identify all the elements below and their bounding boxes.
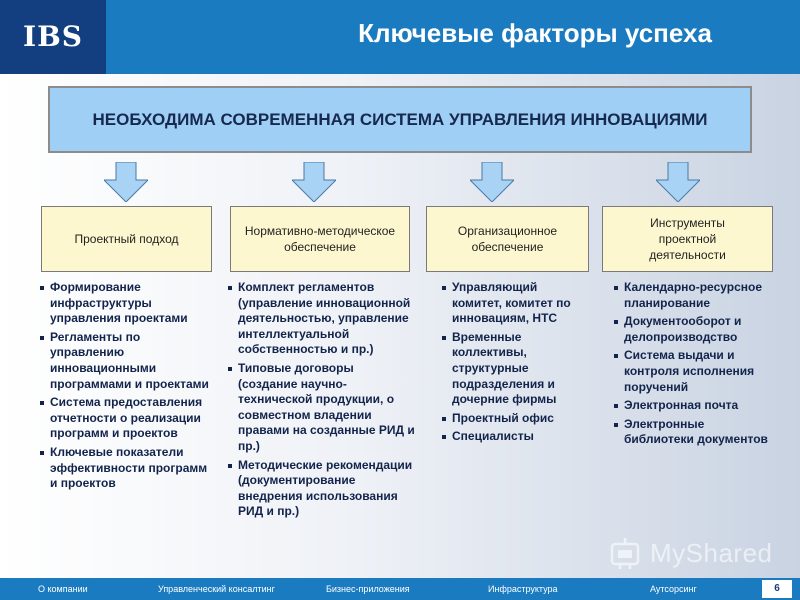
list-item: Методические рекомендации (документирование внедрения использования РИД и пр.) <box>226 458 416 520</box>
ibs-logo: IBS <box>23 20 83 53</box>
down-arrow-icon <box>656 162 700 202</box>
list-item: Система предоставления отчетности о реализации программ и проектов <box>38 395 216 442</box>
page-number: 6 <box>762 580 792 598</box>
list-item: Типовые договоры (создание научно-технической продукции, о совместном владении правами на созданные РИД и пр.) <box>226 361 416 455</box>
page-title: Ключевые факторы успеха <box>358 18 712 48</box>
list-item: Проектный офис <box>440 411 582 427</box>
list-item: Регламенты по управлению инновационными программами и проектами <box>38 330 216 392</box>
banner-text: НЕОБХОДИМА СОВРЕМЕННАЯ СИСТЕМА УПРАВЛЕНИЯ ИННОВАЦИЯМИ <box>92 109 708 129</box>
bullet-list-organizational-support <box>440 280 582 448</box>
heading-box-project-tools <box>602 206 773 272</box>
heading-box-project-approach <box>41 206 212 272</box>
heading-label: Нормативно-методическое обеспечение <box>244 224 396 254</box>
down-arrow-icon <box>470 162 514 202</box>
list-item: Управляющий комитет, комитет по инновациям, НТС <box>440 280 582 327</box>
heading-box-normative-support <box>230 206 410 272</box>
footer-link-consulting[interactable]: Управленческий консалтинг <box>158 584 275 594</box>
footer-link-business-apps[interactable]: Бизнес-приложения <box>326 584 410 594</box>
list-item: Электронная почта <box>612 398 772 414</box>
logo-box <box>0 0 106 74</box>
heading-label: Организационное обеспечение <box>457 224 558 254</box>
myshared-logo-icon <box>610 538 644 570</box>
bullet-list-normative-support <box>226 280 416 523</box>
list-item: Специалисты <box>440 429 582 445</box>
down-arrow-icon <box>292 162 336 202</box>
list-item: Комплект регламентов (управление инновационной деятельностью, управление интеллектуальной собственностью и пр.) <box>226 280 416 358</box>
list-item: Электронные библиотеки документов <box>612 417 772 448</box>
myshared-watermark <box>608 534 788 574</box>
list-item: Календарно-ресурсное планирование <box>612 280 772 311</box>
bullet-list-project-approach <box>38 280 216 495</box>
main-banner <box>48 86 752 153</box>
list-item: Ключевые показатели эффективности программ и проектов <box>38 445 216 492</box>
footer-link-about[interactable]: О компании <box>38 584 88 594</box>
heading-label: Проектный подход <box>74 232 179 246</box>
heading-label: Инструменты проектной деятельности <box>649 216 726 262</box>
list-item: Документооборот и делопроизводство <box>612 314 772 345</box>
watermark-text: MyShared <box>650 538 773 568</box>
bullet-list-project-tools <box>612 280 772 451</box>
footer-link-infrastructure[interactable]: Инфраструктура <box>488 584 558 594</box>
list-item: Формирование инфраструктуры управления проектами <box>38 280 216 327</box>
footer-bar <box>0 578 800 600</box>
heading-box-organizational-support <box>426 206 589 272</box>
list-item: Временные коллективы, структурные подразделения и дочерние фирмы <box>440 330 582 408</box>
list-item: Система выдачи и контроля исполнения поручений <box>612 348 772 395</box>
down-arrow-icon <box>104 162 148 202</box>
footer-link-outsourcing[interactable]: Аутсорсинг <box>650 584 697 594</box>
